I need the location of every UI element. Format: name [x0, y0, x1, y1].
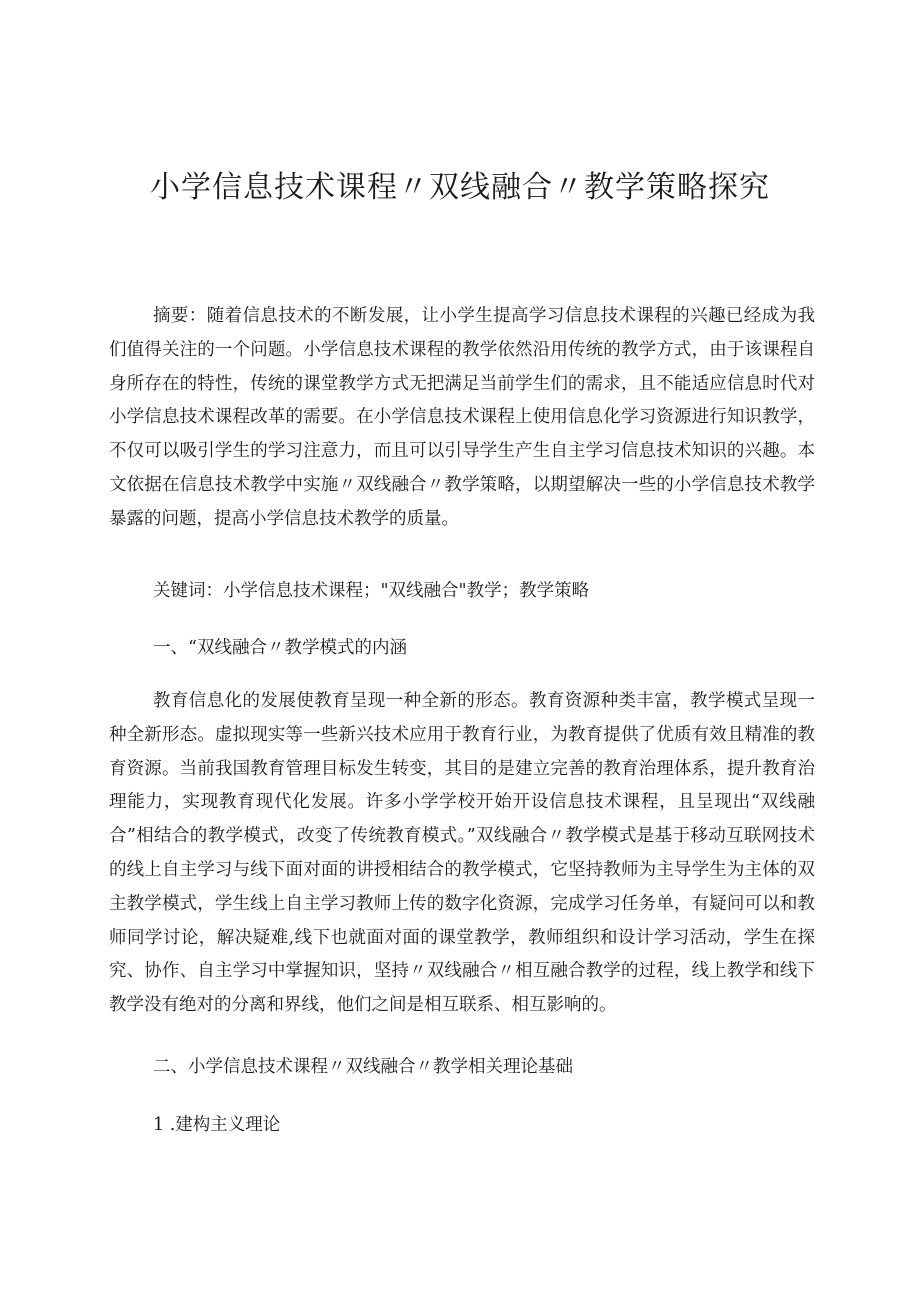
- keywords-line: 关键词：小学信息技术课程；"双线融合"教学；教学策略: [153, 581, 590, 601]
- section-1-heading: 一、“双线融合〃教学模式的内涵: [153, 638, 407, 658]
- section-1-body: 教育信息化的发展使教育呈现一种全新的形态。教育资源种类丰富，教学模式呈现一种全新形态。虚拟现实等一些新兴技术应用于教育行业，为教育提供了优质有效且精准的教育资源。当前我国教育管理目标发生转变，其目的是建立完善的教育治理体系，提升教育治理能力，实现教育现代化发展。许多小学学校开始开设信息技术课程，且呈现出“双线融合”相结合的教学模式，改变了传统教育模式。”双线融合〃教学模式是基于移动互联网技术的线上自主学习与线下面对面的讲授相结合的教学模式，它坚持教师为主导学生为主体的双主教学模式，学生线上自主学习教师上传的数字化资源，完成学习任务单，有疑问可以和教师同学讨论，解决疑难,线下也就面对面的课堂教学，教师组织和设计学习活动，学生在探究、协作、自主学习中掌握知识，坚持〃双线融合〃相互融合教学的过程，线上教学和线下教学没有绝对的分离和界线，他们之间是相互联系、相互影响的。: [109, 691, 815, 1016]
- abstract-paragraph: 摘要：随着信息技术的不断发展，让小学生提高学习信息技术课程的兴趣已经成为我们值得关注的一个问题。小学信息技术课程的教学依然沿用传统的教学方式，由于该课程自身所存在的特性，传统的课堂教学方式无把满足当前学生们的需求，且不能适应信息时代对小学信息技术课程改革的需要。在小学信息技术课程上使用信息化学习资源进行知识教学，不仅可以吸引学生的学习注意力，而且可以引导学生产生自主学习信息技术知识的兴趣。本文依据在信息技术教学中实施〃双线融合〃教学策略，以期望解决一些的小学信息技术教学暴露的问题，提高小学信息技术教学的质量。: [109, 306, 815, 529]
- document-title: 小学信息技术课程〃双线融合〃教学策略探究: [150, 170, 770, 205]
- section-2-subheading: 1 .建构主义理论: [153, 1115, 281, 1135]
- section-2-heading: 二、小学信息技术课程〃双线融合〃教学相关理论基础: [153, 1057, 573, 1077]
